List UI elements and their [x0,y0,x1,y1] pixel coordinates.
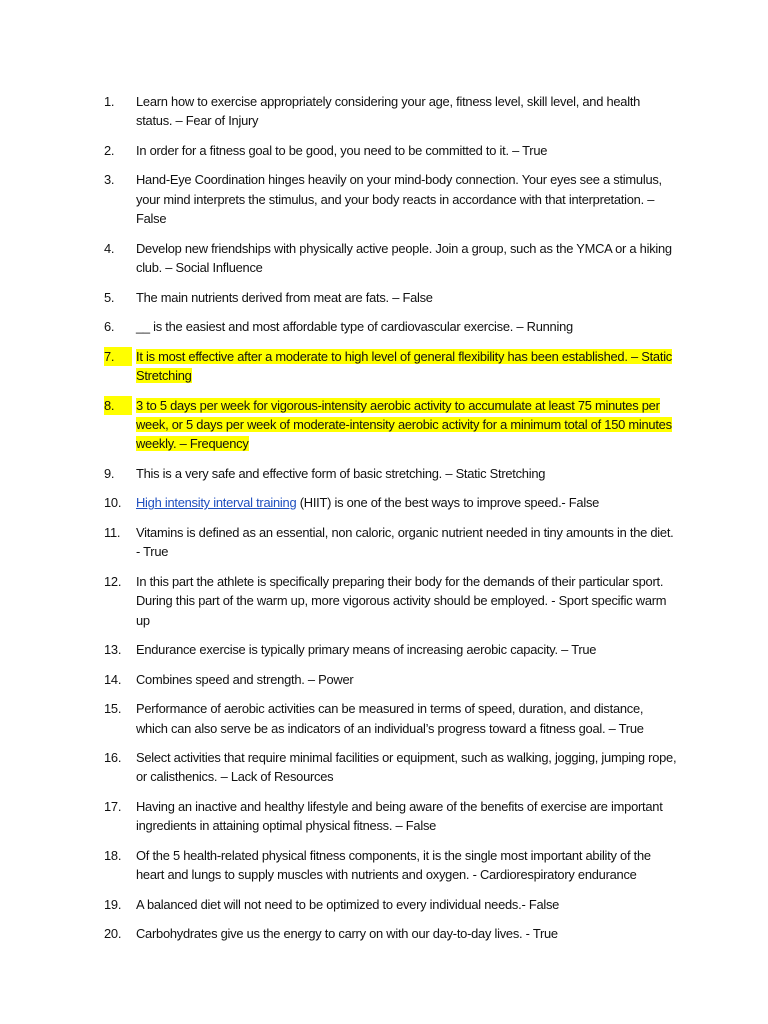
list-item [104,895,678,914]
item-number: 18. [104,847,122,863]
item-number: 13. [104,642,122,658]
item-text: 3 to 5 days per week for vigorous-intensity aerobic activity to accumulate at least 75 minutes per week, or 5 days per week of moderate-intensity aerobic activity for a minimum total of 150 minutes weekly. – Frequency [136,397,672,452]
item-number: 15. [104,701,122,717]
list-item [104,924,678,943]
item-text: Having an inactive and healthy lifestyle and being aware of the benefits of exercise are important ingredients in attaining optimal physical fitness. – False [136,799,663,834]
list-item [104,239,678,278]
item-text: In this part the athlete is specifically preparing their body for the demands of their particular sport. During this part of the warm up, more vigorous activity should be employed. - Sport specific warm up [136,573,667,628]
item-number: 10. [104,495,122,511]
list-item [104,748,678,787]
question-answer-list [104,92,678,954]
item-number: 4. [104,240,115,256]
item-number: 3. [104,172,115,188]
list-item [104,523,678,562]
highlighted-list-item [104,347,678,386]
item-text: Select activities that require minimal facilities or equipment, such as walking, jogging, jumping rope, or calisthenics. – Lack of Resources [136,750,677,785]
list-item [104,170,678,228]
item-number: 20. [104,926,122,942]
item-text: In order for a fitness goal to be good, you need to be committed to it. – True [136,142,548,158]
item-number: 14. [104,671,122,687]
item-number: 1. [104,94,115,109]
list-item [104,846,678,885]
list-item [104,141,678,160]
item-text: This is a very safe and effective form of basic stretching. – Static Stretching [136,465,546,481]
item-text: Endurance exercise is typically primary means of increasing aerobic capacity. – True [136,642,597,658]
item-text: Performance of aerobic activities can be measured in terms of speed, duration, and distance, which can also serve be as indicators of an individual’s progress toward a fitness goal. – True [136,701,644,736]
item-text: Develop new friendships with physically active people. Join a group, such as the YMCA or a hiking club. – Social Influence [136,240,672,275]
item-text: Learn how to exercise appropriately considering your age, fitness level, skill level, and health status. – Fear of Injury [136,94,641,129]
item-number: 11. [104,525,121,541]
list-item [104,572,678,630]
item-text: Carbohydrates give us the energy to carry on with our day-to-day lives. - True [136,926,558,942]
item-text: Hand-Eye Coordination hinges heavily on your mind-body connection. Your eyes see a stimulus, your mind interprets the stimulus, and your body reacts in accordance with that interpretation. – False [136,172,662,227]
list-item [104,493,678,512]
item-text: Vitamins is defined as an essential, non caloric, organic nutrient needed in tiny amounts in the diet. - True [136,525,674,560]
item-text: A balanced diet will not need to be optimized to every individual needs.- False [136,896,560,912]
item-number: 8. [104,396,132,415]
item-number: 12. [104,573,122,589]
highlighted-list-item [104,396,678,454]
item-text: __ is the easiest and most affordable type of cardiovascular exercise. – Running [136,319,573,335]
list-item [104,699,678,738]
item-text: Of the 5 health-related physical fitness components, it is the single most important ability of the heart and lungs to supply muscles with nutrients and oxygen. - Cardiorespiratory endurance [136,847,651,883]
list-item [104,797,678,836]
item-number: 17. [104,799,122,815]
list-item [104,92,678,131]
item-text-with-link [136,493,678,512]
item-number: 9. [104,465,115,481]
list-item [104,288,678,307]
item-text: (HIIT) is one of the best ways to improve speed.- False [296,495,600,511]
item-number: 7. [104,347,132,366]
item-text: The main nutrients derived from meat are fats. – False [136,289,433,305]
item-text: It is most effective after a moderate to high level of general flexibility has been established. – Static Stretching [136,348,672,384]
item-number: 2. [104,142,115,158]
item-number: 6. [104,319,115,335]
item-number: 5. [104,289,115,305]
list-item [104,464,678,483]
hiit-link[interactable]: High intensity interval training [136,495,297,511]
item-number: 16. [104,750,122,766]
list-item [104,640,678,659]
item-number: 19. [104,896,122,912]
list-item [104,670,678,689]
list-item [104,317,678,336]
item-text: Combines speed and strength. – Power [136,671,354,687]
